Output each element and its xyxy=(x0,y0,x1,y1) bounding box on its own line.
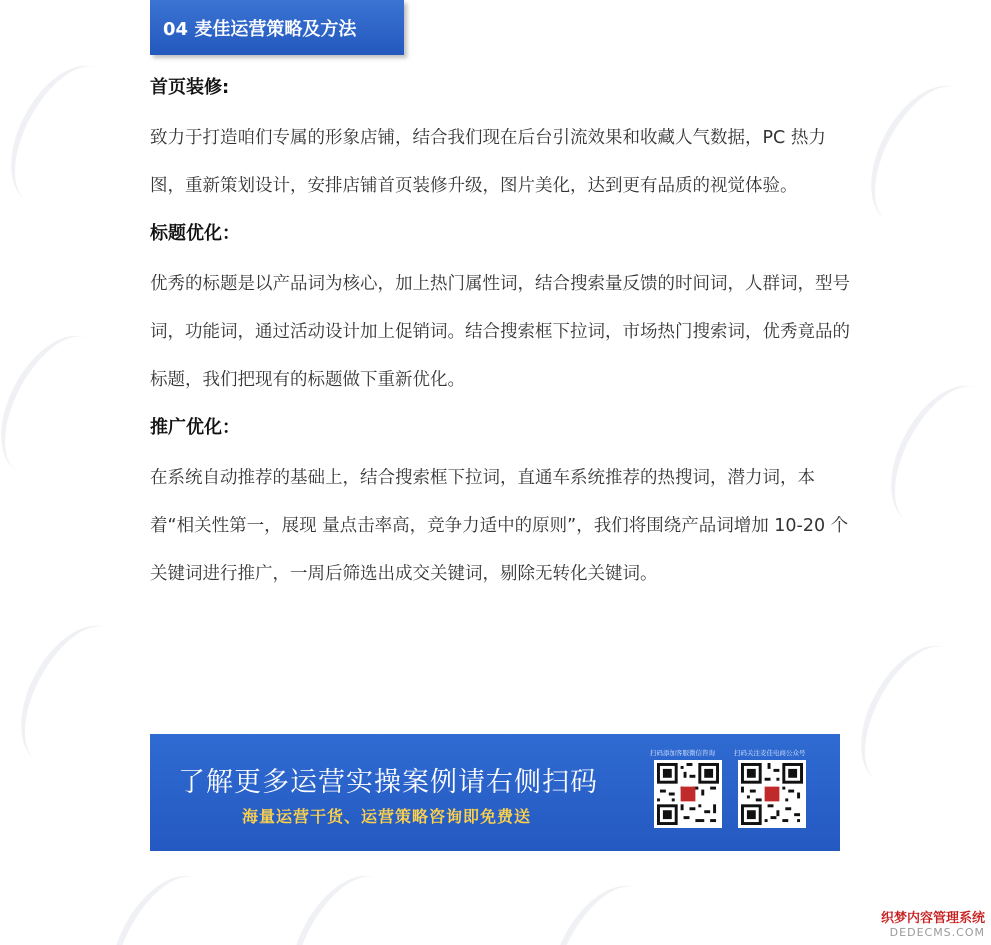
banner-headline: 了解更多运营实操案例请右侧扫码 xyxy=(178,767,598,797)
block-title-optimization xyxy=(150,214,850,408)
block-paragraph: 致力于打造咱们专属的形象店铺，结合我们现在后台引流效果和收藏人气数据，PC 热力图，重新策划设计，安排店铺首页装修升级，图片美化，达到更有品质的视觉体验。 xyxy=(150,128,826,196)
section-title: 04 麦佳运营策略及方法 xyxy=(163,18,357,40)
site-logo[interactable] xyxy=(881,907,985,939)
block-heading: 标题优化： xyxy=(150,223,240,244)
banner-subline: 海量运营干货、运营策略咨询即免费送 xyxy=(242,807,532,826)
qr-code-icon xyxy=(654,760,722,828)
qr-caption: 扫码添加客服微信咨询 xyxy=(650,749,715,757)
promo-banner[interactable] xyxy=(150,734,840,851)
qr-caption: 扫码关注麦佳电商公众号 xyxy=(734,749,806,757)
block-promotion-optimization xyxy=(150,408,850,602)
logo-line-en: DEDECMS.COM xyxy=(889,926,985,939)
block-homepage-decoration xyxy=(150,68,850,214)
block-heading: 首页装修: xyxy=(150,77,230,98)
qr-wechat-service[interactable] xyxy=(650,748,725,828)
qr-code-icon xyxy=(738,760,806,828)
block-paragraph: 在系统自动推荐的基础上，结合搜索框下拉词，直通车系统推荐的热搜词，潜力词，本着“相关性第一，展现 量点击率高，竞争力适中的原则”，我们将围绕产品词增加 10-20 个关键词进行推广，一周后筛选出成交关键词，剔除无转化关键词。 xyxy=(150,468,849,584)
logo-line-cn: 织梦内容管理系统 xyxy=(880,911,985,926)
qr-official-account[interactable] xyxy=(734,748,809,828)
block-heading: 推广优化： xyxy=(150,417,240,438)
block-paragraph: 优秀的标题是以产品词为核心，加上热门属性词，结合搜索量反馈的时间词，人群词，型号词，功能词，通过活动设计加上促销词。结合搜索框下拉词，市场热门搜索词，优秀竟品的标题，我们把现有的标题做下重新优化。 xyxy=(150,274,850,390)
section-title-bar xyxy=(150,0,404,55)
article-body xyxy=(150,68,850,602)
